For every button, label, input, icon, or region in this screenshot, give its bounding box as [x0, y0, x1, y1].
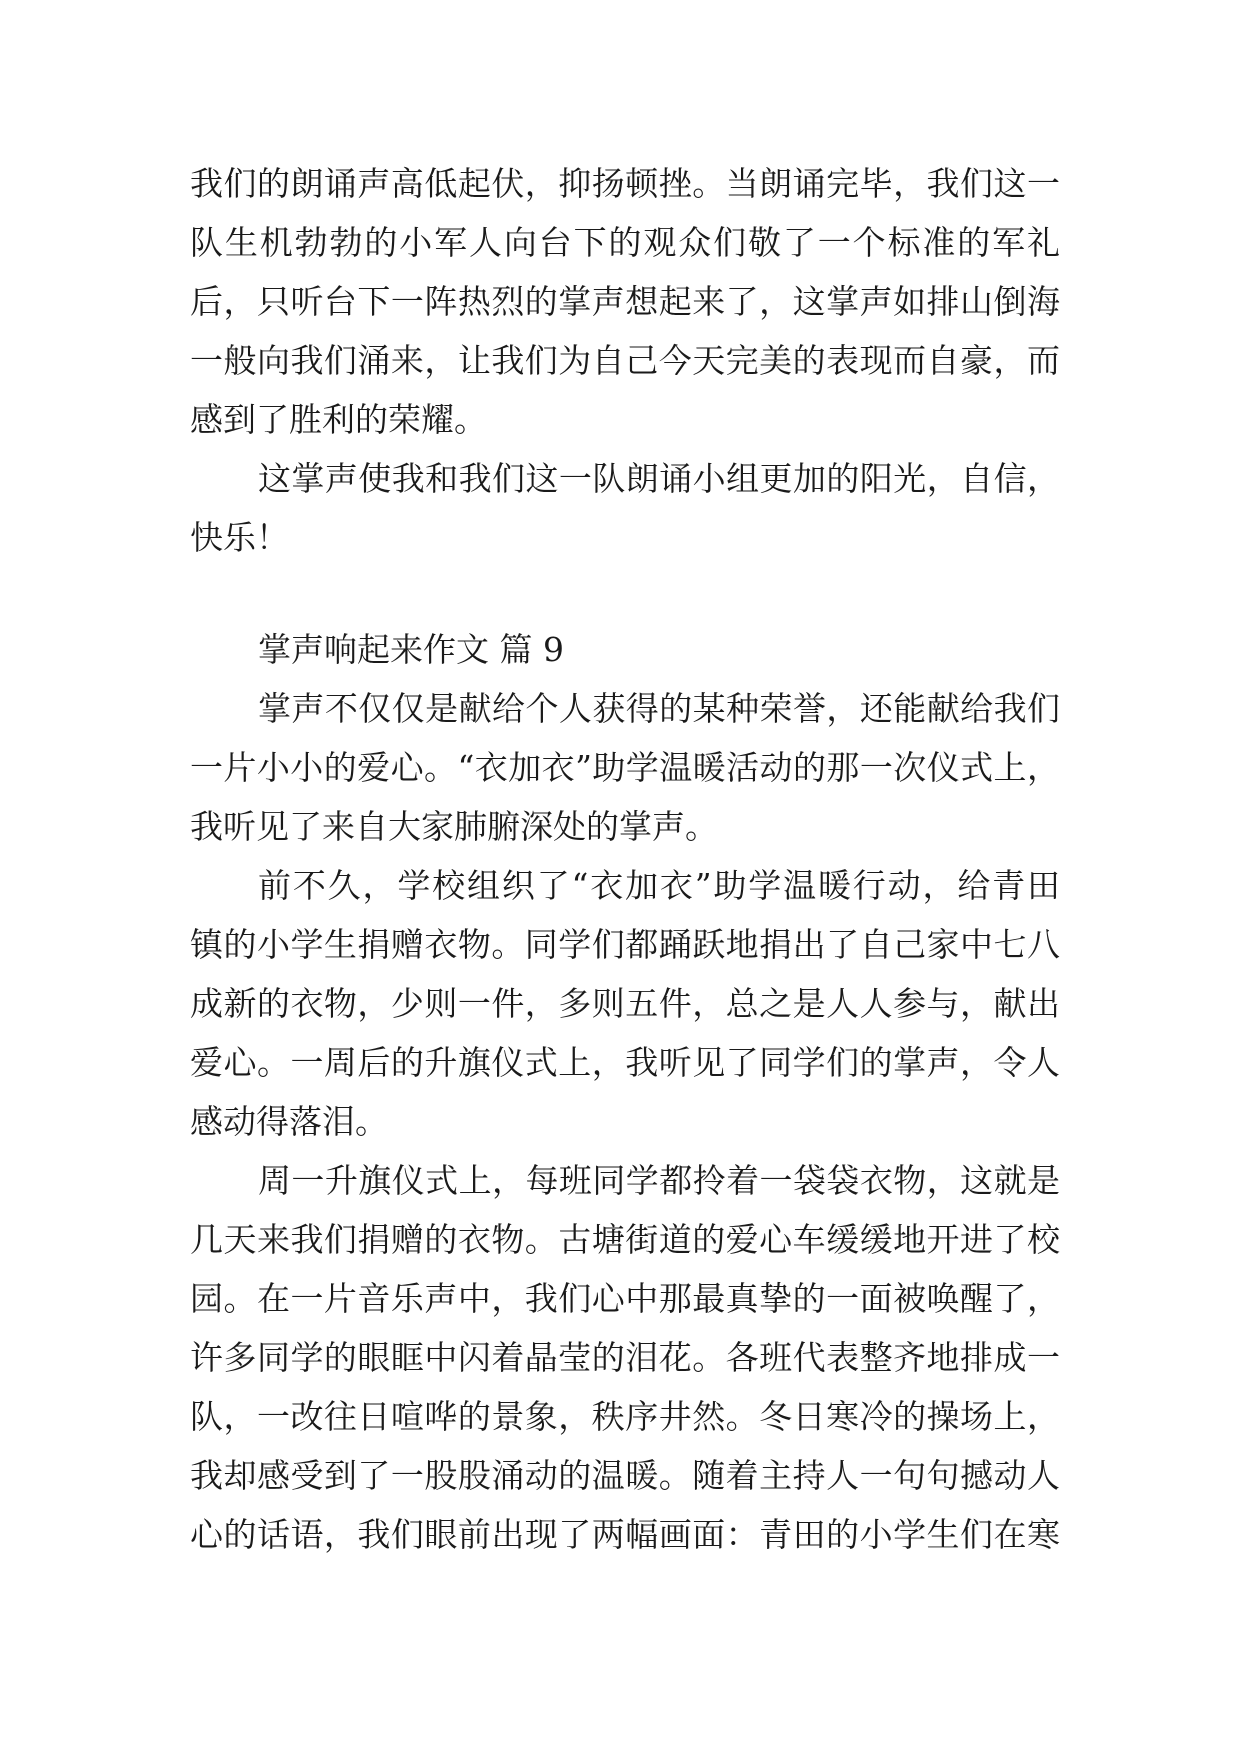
text-line: 园。在一片音乐声中，我们心中那最真挚的一面被唤醒了，	[190, 1279, 1060, 1318]
text-line: 队生机勃勃的小军人向台下的观众们敬了一个标准的军礼	[190, 223, 1060, 262]
text-line: 快乐！	[190, 518, 289, 557]
text-line: 我们的朗诵声高低起伏，抑扬顿挫。当朗诵完毕，我们这一	[190, 164, 1060, 203]
text-line: 这掌声使我和我们这一队朗诵小组更加的阳光，自信，	[258, 459, 1060, 498]
text-line: 镇的小学生捐赠衣物。同学们都踊跃地捐出了自己家中七八	[190, 925, 1060, 964]
text-line: 一般向我们涌来，让我们为自己今天完美的表现而自豪，而	[190, 341, 1060, 380]
text-line: 周一升旗仪式上，每班同学都拎着一袋袋衣物，这就是	[258, 1161, 1060, 1200]
text-line: 我却感受到了一股股涌动的温暖。随着主持人一句句撼动人	[190, 1456, 1060, 1495]
text-line: 爱心。一周后的升旗仪式上，我听见了同学们的掌声，令人	[190, 1043, 1060, 1082]
text-line: 队，一改往日喧哗的景象，秩序井然。冬日寒冷的操场上，	[190, 1397, 1060, 1436]
text-line: 后，只听台下一阵热烈的掌声想起来了，这掌声如排山倒海	[190, 282, 1060, 321]
text-line: 心的话语，我们眼前出现了两幅画面：青田的小学生们在寒	[190, 1515, 1060, 1554]
text-line: 几天来我们捐赠的衣物。古塘街道的爱心车缓缓地开进了校	[190, 1220, 1060, 1259]
text-line: 前不久，学校组织了“衣加衣”助学温暖行动，给青田	[258, 866, 1060, 905]
text-line: 感动得落泪。	[190, 1102, 388, 1141]
text-line: 我听见了来自大家肺腑深处的掌声。	[190, 807, 718, 846]
text-line: 许多同学的眼眶中闪着晶莹的泪花。各班代表整齐地排成一	[190, 1338, 1060, 1377]
text-line: 成新的衣物，少则一件，多则五件，总之是人人参与，献出	[190, 984, 1060, 1023]
text-line: 一片小小的爱心。“衣加衣”助学温暖活动的那一次仪式上，	[190, 748, 1060, 787]
text-line: 掌声不仅仅是献给个人获得的某种荣誉，还能献给我们	[258, 689, 1060, 728]
text-line: 感到了胜利的荣耀。	[190, 400, 487, 439]
section-heading: 掌声响起来作文 篇 9	[258, 630, 564, 669]
